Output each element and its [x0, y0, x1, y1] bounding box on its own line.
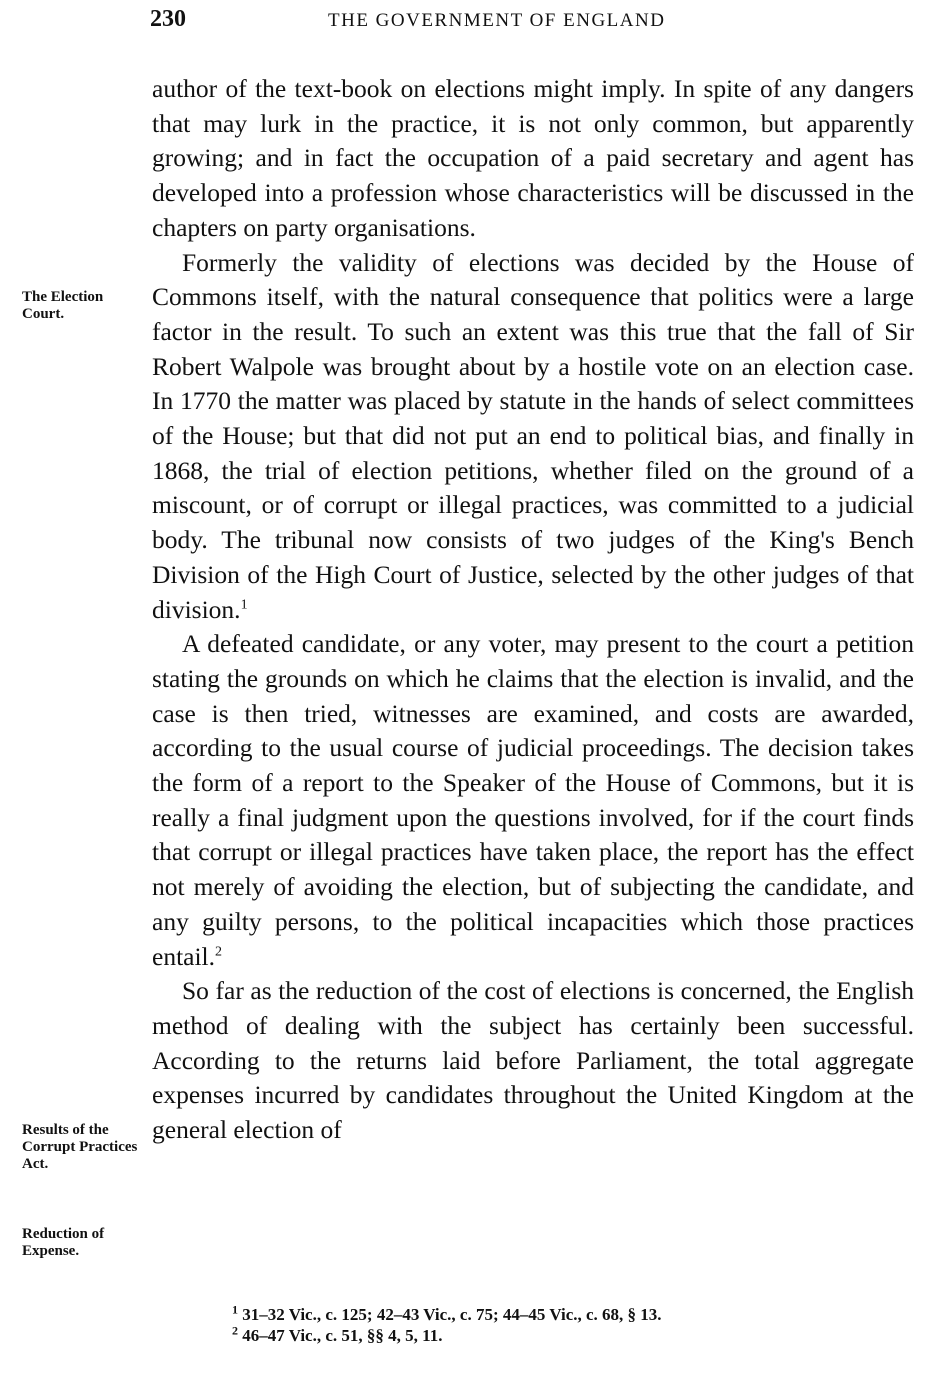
paragraph-text: Formerly the validity of elections was decided by the House of Commons itself, with the natural consequence that politics were a large factor in the result. To such an extent was this true that the fall of Sir Robert Walpole was brought about by a hostile vote on an election case. In 1770 the matter was placed by statute in the hands of select committees of the House; but that did not put an end to political bias, and finally in 1868, the trial of election petitions, whether filed on the ground of a miscount, or of corrupt or illegal practices, was committed to a judicial body. The tribunal now consists of two judges of the King's Bench Division of the High Court of Justice, selected by the other judges of that division. — [152, 247, 914, 624]
page-header — [148, 6, 918, 38]
paragraph-petition — [152, 627, 914, 974]
paragraph-text: A defeated candidate, or any voter, may present to the court a petition stating the grounds on which he claims that the election is invalid, and the case is then tried, witnesses are examined, and costs are awarded, according to the usual course of judicial proceedings. The decision takes the form of a report to the Speaker of the House of Commons, but it is really a final judgment upon the questions involved, for if the court finds that corrupt or illegal practices have taken place, the report has the effect not merely of avoiding the election, but of subjecting the candidate, and any guilty persons, to the political incapacities which those practices entail. — [152, 629, 914, 971]
footnote-text: 31–32 Vic., c. 125; 42–43 Vic., c. 75; 44–45 Vic., c. 68, § 13. — [242, 1305, 662, 1324]
footnote-mark: 1 — [232, 1302, 238, 1317]
body-text — [152, 72, 914, 1148]
running-head: THE GOVERNMENT OF ENGLAND — [328, 10, 666, 31]
sidenote-results: Results of the Corrupt Practices Act. — [22, 1122, 138, 1172]
footnote-ref-2: 2 — [215, 944, 223, 960]
footnotes — [232, 1304, 912, 1346]
footnote-text: 46–47 Vic., c. 51, §§ 4, 5, 11. — [242, 1326, 443, 1345]
sidenote-reduction: Reduction of Expense. — [22, 1226, 105, 1259]
paragraph-election-court — [152, 246, 914, 628]
footnote-1 — [232, 1304, 912, 1325]
footnote-ref-1: 1 — [240, 597, 248, 613]
footnote-mark: 2 — [232, 1323, 238, 1338]
paragraph-continued: author of the text-book on elections might imply. In spite of any dangers that may lurk in the practice, it is not only common, but apparently growing; and in fact the occupation of a paid secretary and agent has developed into a profession whose characteristics will be discussed in the chapters on party organisations. — [152, 74, 914, 242]
page-number: 230 — [150, 6, 186, 32]
sidenote-election-court: The Election Court. — [22, 289, 104, 322]
footnote-2 — [232, 1325, 912, 1346]
paragraph-expenses: So far as the reduction of the cost of elections is concerned, the English method of dealing with the subject has certainly been successful. According to the returns laid before Parliament, the total aggregate expenses incurred by candidates throughout the United Kingdom at the general election of — [152, 976, 914, 1145]
